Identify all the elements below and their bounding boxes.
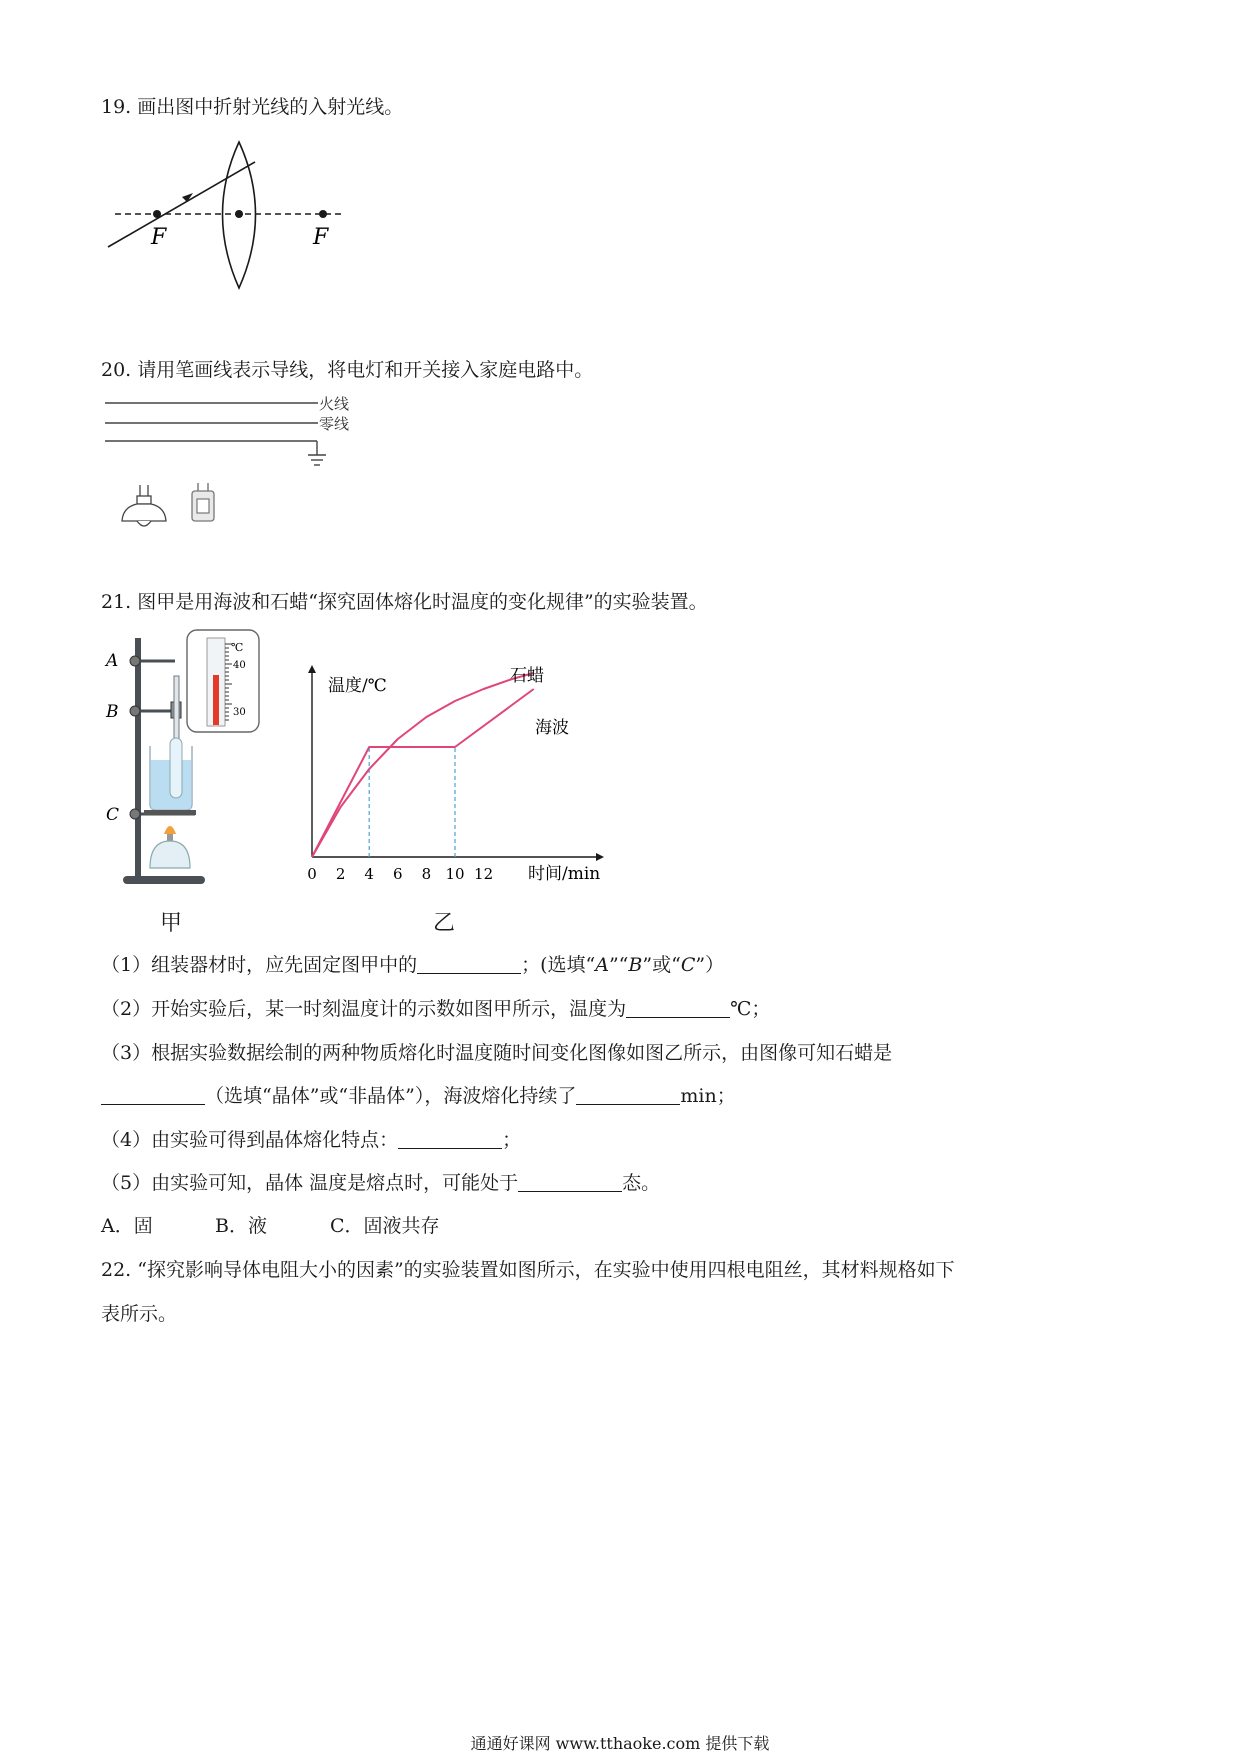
q21-sub5: （5）由实验可知，晶体 温度是熔点时，可能处于 态。 — [101, 1172, 661, 1194]
q21-sub3-line1: （3）根据实验数据绘制的两种物质熔化时温度随时间变化图像如图乙所示，由图像可知石蜡是 — [101, 1042, 893, 1064]
neutral-wire-label: 零线 — [319, 415, 350, 433]
q21-sub3-line2: （选填“晶体”或“非晶体”），海波熔化持续了 min； — [101, 1084, 736, 1108]
answer-blank-4[interactable] — [576, 1084, 680, 1105]
live-wire-label: 火线 — [319, 395, 350, 413]
label-a: A — [106, 651, 119, 671]
lens-diagram — [100, 135, 360, 300]
lamp-icon — [122, 485, 166, 526]
optical-center — [235, 210, 243, 218]
q21-sub2: （2）开始实验后，某一时刻温度计的示数如图甲所示，温度为 ℃； — [101, 998, 771, 1020]
focus-point-right — [319, 210, 327, 218]
caption-jia: 甲 — [160, 911, 183, 936]
stand-rod — [135, 638, 141, 878]
x-tick-label: 4 — [364, 865, 374, 883]
x-tick-label: 0 — [307, 865, 317, 883]
answer-blank-2[interactable] — [626, 997, 730, 1018]
q20-text: 20. 请用笔画线表示导线，将电灯和开关接入家庭电路中。 — [101, 359, 594, 381]
ground-icon — [308, 455, 326, 465]
answer-blank-1[interactable] — [417, 953, 521, 974]
thermometer-liquid — [213, 675, 219, 725]
refracted-ray — [108, 162, 255, 247]
y-axis-label: 温度/℃ — [328, 676, 387, 696]
series-label: 海波 — [535, 718, 569, 738]
x-tick-label: 10 — [445, 865, 465, 883]
answer-blank-3[interactable] — [101, 1084, 205, 1105]
x-axis-label: 时间/min — [528, 864, 601, 884]
page-footer: 通通好课网 www.tthaoke.com 提供下载 — [470, 1734, 770, 1753]
series-line-shila — [312, 673, 534, 857]
answer-blank-6[interactable] — [518, 1171, 622, 1192]
thermo-unit: ℃ — [231, 641, 244, 654]
alcohol-lamp — [150, 841, 190, 868]
q21-sub1: （1）组装器材时，应先固定图甲中的 ；(选填“A”“B”或“C”） — [101, 954, 725, 976]
x-tick-label: 8 — [421, 865, 432, 883]
series-label: 石蜡 — [510, 666, 544, 686]
y-axis-arrow-icon — [308, 665, 316, 673]
ray-arrow-icon — [182, 193, 193, 202]
q21-text: 21. 图甲是用海波和石蜡“探究固体熔化时温度的变化规律”的实验装置。 — [101, 591, 708, 613]
q21-option-b: B．液 — [215, 1215, 267, 1237]
x-tick-label: 6 — [393, 865, 403, 883]
focus-point-left — [153, 210, 161, 218]
x-axis-arrow-icon — [596, 853, 604, 861]
thermo-tick-40: 40 — [233, 660, 246, 671]
flame-icon — [164, 826, 176, 834]
melting-chart — [290, 655, 620, 890]
test-tube — [170, 738, 182, 798]
q21-sub4: （4）由实验可得到晶体熔化特点： ； — [101, 1129, 522, 1151]
caption-yi: 乙 — [433, 911, 456, 936]
x-tick-label: 2 — [335, 865, 346, 883]
series-line-haibo — [312, 689, 534, 857]
q21-option-a: A．固 — [101, 1215, 153, 1237]
thermometer-zoom — [185, 628, 265, 738]
q21-option-c: C．固液共存 — [330, 1215, 440, 1237]
focus-label-left: F — [151, 225, 167, 250]
answer-blank-5[interactable] — [398, 1128, 502, 1149]
switch-icon — [192, 483, 214, 521]
q19-text: 19. 画出图中折射光线的入射光线。 — [101, 96, 404, 118]
focus-label-right: F — [313, 225, 329, 250]
label-c: C — [106, 805, 120, 825]
x-tick-label: 12 — [474, 865, 494, 883]
q22-line2: 表所示。 — [101, 1303, 178, 1325]
thermo-tick-30: 30 — [233, 707, 246, 718]
q22-line1: 22. “探究影响导体电阻大小的因素”的实验装置如图所示，在实验中使用四根电阻丝，其材料规格如下 — [101, 1259, 955, 1281]
label-b: B — [106, 702, 119, 722]
circuit-diagram — [100, 395, 370, 535]
